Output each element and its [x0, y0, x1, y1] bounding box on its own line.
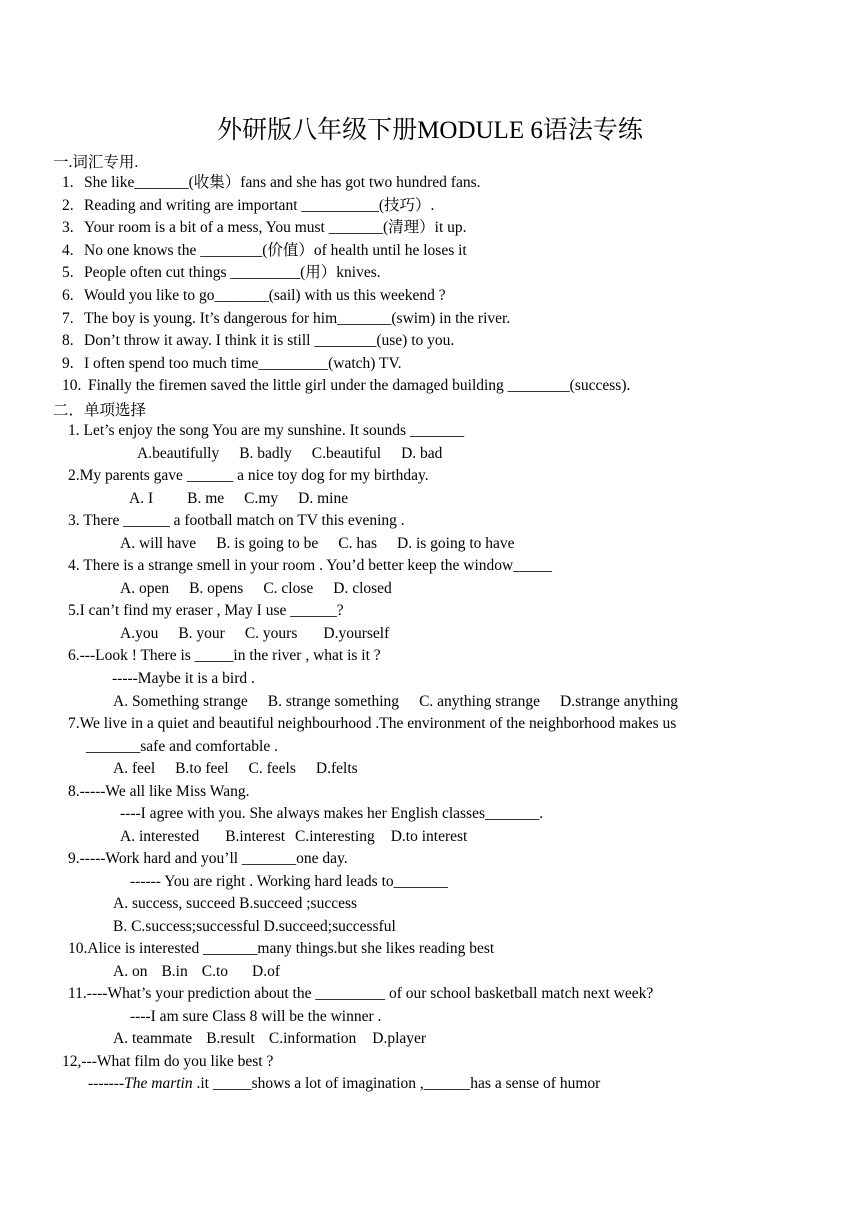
vocab-item: 10. Finally the firemen saved the little girl under the damaged building ________(success). [62, 377, 631, 394]
vocab-item: 4. No one knows the ________(价值）of health until he loses it [62, 242, 467, 259]
page-title: 外研版八年级下册MODULE 6语法专练 [217, 117, 643, 144]
options-11: A. teammate B.result C.information D.player [113, 1030, 427, 1047]
section2-heading: 二．单项选择 [53, 402, 147, 419]
options-6: A. Something strange B. strange something C. anything strange D.strange anything [113, 693, 678, 710]
answer-8: ----I agree with you. She always makes her English classes_______. [120, 805, 544, 822]
options-9b: B. C.success;successful D.succeed;successful [113, 918, 396, 935]
question-11: 11.----What’s your prediction about the _________ of our school basketball match next week? [68, 985, 654, 1002]
options-3: A. will have B. is going to be C. has D. is going to have [120, 535, 515, 552]
vocab-item: 3. Your room is a bit of a mess, You must _______(清理）it up. [62, 219, 467, 236]
vocab-item: 5. People often cut things _________(用）knives. [62, 264, 381, 281]
options-4: A. open B. opens C. close D. closed [120, 580, 392, 597]
answer-12: -------The martin .it _____shows a lot of imagination ,______has a sense of humor [88, 1075, 601, 1092]
options-7: A. feel B.to feel C. feels D.felts [113, 760, 358, 777]
vocab-item: 6. Would you like to go_______(sail) with us this weekend ? [62, 287, 446, 304]
question-4: 4. There is a strange smell in your room . You’d better keep the window_____ [68, 557, 553, 574]
question-1: 1. Let’s enjoy the song You are my sunshine. It sounds _______ [68, 422, 465, 439]
question-3: 3. There ______ a football match on TV this evening . [68, 512, 405, 529]
question-5: 5.I can’t find my eraser , May I use ______? [68, 602, 344, 619]
options-10: A. on B.in C.to D.of [113, 963, 280, 980]
question-8: 8.-----We all like Miss Wang. [68, 783, 250, 800]
answer-9: ------ You are right . Working hard leads to_______ [130, 873, 448, 890]
question-7-cont: _______safe and comfortable . [86, 738, 278, 755]
question-2: 2.My parents gave ______ a nice toy dog for my birthday. [68, 467, 429, 484]
vocab-item: 1. She like_______(收集）fans and she has got two hundred fans. [62, 174, 481, 191]
question-7: 7.We live in a quiet and beautiful neighbourhood .The environment of the neighborhood makes us [68, 715, 677, 732]
answer-6: -----Maybe it is a bird . [112, 670, 255, 687]
vocab-item: 2. Reading and writing are important __________(技巧）. [62, 197, 435, 214]
options-2: A. I B. me C.my D. mine [129, 490, 349, 507]
question-10: 10.Alice is interested _______many things.but she likes reading best [68, 940, 495, 957]
question-6: 6.---Look ! There is _____in the river , what is it ? [68, 647, 381, 664]
options-1: A.beautifully B. badly C.beautiful D. bad [137, 445, 443, 462]
answer-11: ----I am sure Class 8 will be the winner . [130, 1008, 382, 1025]
question-12: 12,---What film do you like best ? [62, 1053, 274, 1070]
section1-heading: 一.词汇专用. [53, 154, 139, 171]
options-5: A.you B. your C. yours D.yourself [120, 625, 390, 642]
vocab-item: 8. Don’t throw it away. I think it is still ________(use) to you. [62, 332, 455, 349]
options-8: A. interested B.interest C.interesting D.to interest [120, 828, 468, 845]
vocab-item: 7. The boy is young. It’s dangerous for him_______(swim) in the river. [62, 310, 511, 327]
vocab-item: 9. I often spend too much time_________(watch) TV. [62, 355, 402, 372]
question-9: 9.-----Work hard and you’ll _______one day. [68, 850, 348, 867]
options-9a: A. success, succeed B.succeed ;success [113, 895, 358, 912]
